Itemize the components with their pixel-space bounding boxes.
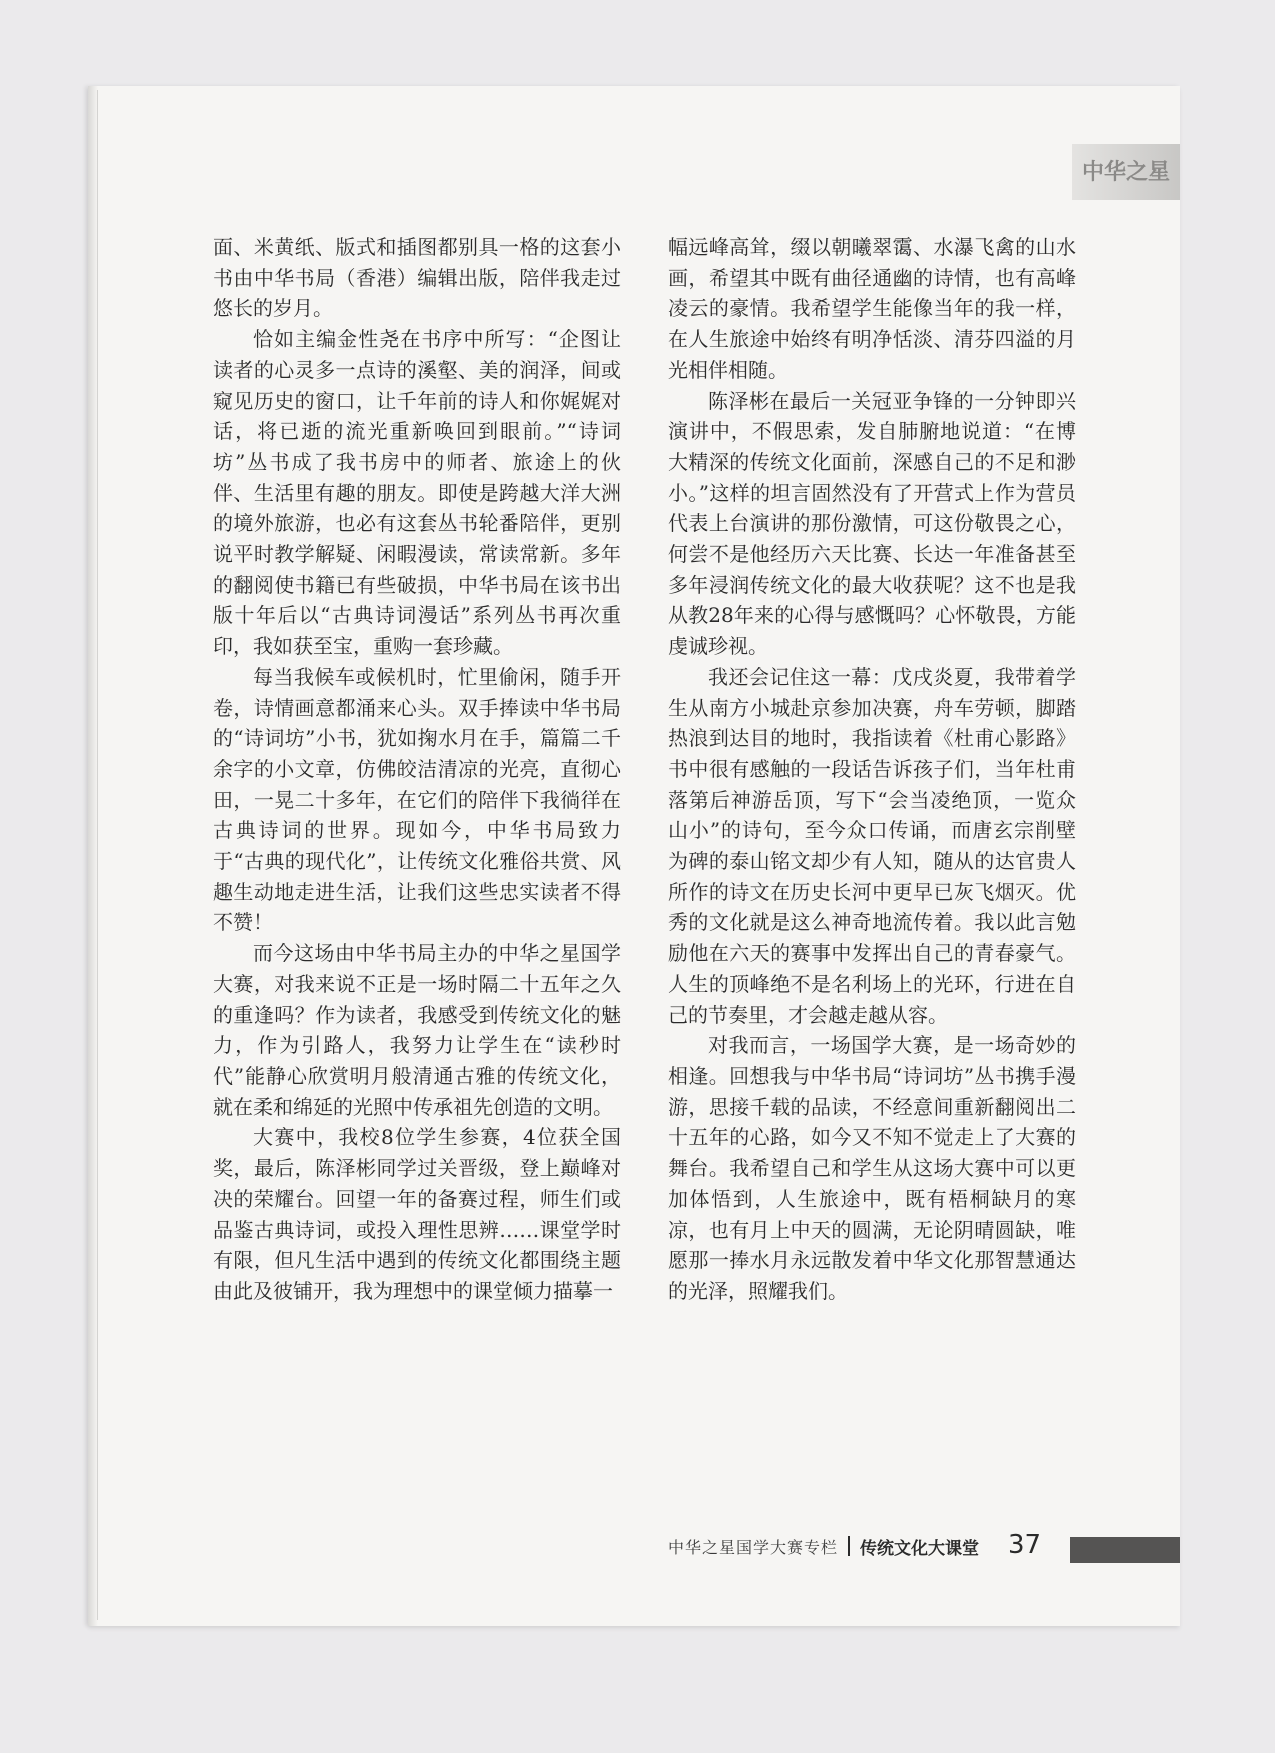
corner-logo-text: 中华之星	[1081, 159, 1170, 185]
paragraph: 而今这场由中华书局主办的中华之星国学大赛，对我来说不正是一场时隔二十五年之久的重逢吗？作为读者，我感受到传统文化的魅力，作为引路人，我努力让学生在“读秒时代”能静心欣赏明月般清通古雅的传统文化，就在柔和绵延的光照中传承祖先创造的文明。	[213, 941, 621, 1119]
paragraph: 面、米黄纸、版式和插图都别具一格的这套小书由中华书局（香港）编辑出版，陪伴我走过悠长的岁月。	[213, 235, 621, 321]
paragraph: 大赛中，我校8位学生参赛，4位获全国奖，最后，陈泽彬同学过关晋级，登上巅峰对决的荣耀台。回望一年的备赛过程，师生们或品鉴古典诗词，或投入理性思辨……课堂学时有限，但凡生活中遇到的传统文化都围绕主题由此及彼铺开，我为理想中的课堂倾力描摹一	[213, 1125, 621, 1303]
right-text-column	[668, 232, 1076, 1307]
corner-logo	[1072, 144, 1180, 200]
paragraph: 每当我候车或候机时，忙里偷闲，随手开卷，诗情画意都涌来心头。双手捧读中华书局的“诗词坊”小书，犹如掬水月在手，篇篇二千余字的小文章，仿佛皎洁清凉的光亮，直彻心田，一晃二十多年，在它们的陪伴下我徜徉在古典诗词的世界。现如今，中华书局致力于“古典的现代化”，让传统文化雅俗共赏、风趣生动地走进生活，让我们这些忠实读者不得不赞！	[213, 664, 621, 935]
paragraph: 对我而言，一场国学大赛，是一场奇妙的相逢。回想我与中华书局“诗词坊”丛书携手漫游，思接千载的品读，不经意间重新翻阅出二十五年的心路，如今又不知不觉走上了大赛的舞台。我希望自己和学生从这场大赛中可以更加体悟到，人生旅途中，既有梧桐缺月的寒凉，也有月上中天的圆满，无论阴晴圆缺，唯愿那一捧水月永远散发着中华文化那智慧通达的光泽，照耀我们。	[668, 1033, 1076, 1303]
footer-column-name: 中华之星国学大赛专栏	[668, 1537, 839, 1557]
paragraph: 我还会记住这一幕：戊戌炎夏，我带着学生从南方小城赴京参加决赛，舟车劳顿，脚踏热浪到达目的地时，我指读着《杜甫心影路》书中很有感触的一段话告诉孩子们，当年杜甫落第后神游岳顶，写下“会当凌绝顶，一览众山小”的诗句，至今众口传诵，而唐玄宗削壁为碑的泰山铭文却少有人知，随从的达官贵人所作的诗文在历史长河中更早已灰飞烟灭。优秀的文化就是这么神奇地流传着。我以此言勉励他在六天的赛事中发挥出自己的青春豪气。人生的顶峰绝不是名利场上的光环，行进在自己的节奏里，才会越走越从容。	[668, 664, 1076, 1027]
paragraph: 幅远峰高耸，缀以朝曦翠霭、水瀑飞禽的山水画，希望其中既有曲径通幽的诗情，也有高峰凌云的豪情。我希望学生能像当年的我一样，在人生旅途中始终有明净恬淡、清芬四溢的月光相伴相随。	[668, 235, 1076, 382]
paragraph: 陈泽彬在最后一关冠亚争锋的一分钟即兴演讲中，不假思索，发自肺腑地说道：“在博大精深的传统文化面前，深感自己的不足和渺小。”这样的坦言固然没有了开营式上作为营员代表上台演讲的那份激情，可这份敬畏之心，何尝不是他经历六天比赛、长达一年准备甚至多年浸润传统文化的最大收获呢？这不也是我从教28年来的心得与感慨吗？心怀敬畏，方能虔诚珍视。	[668, 388, 1076, 659]
left-text-column	[213, 232, 621, 1307]
page-footer	[668, 1526, 988, 1566]
footer-color-bar	[1070, 1537, 1180, 1563]
paragraph: 恰如主编金性尧在书序中所写：“企图让读者的心灵多一点诗的溪壑、美的润泽，间或窥见历史的窗口，让千年前的诗人和你娓娓对话，将已逝的流光重新唤回到眼前。”“诗词坊”丛书成了我书房中的师者、旅途上的伙伴、生活里有趣的朋友。即使是跨越大洋大洲的境外旅游，也必有这套丛书轮番陪伴，更别说平时教学解疑、闲暇漫读，常读常新。多年的翻阅使书籍已有些破损，中华书局在该书出版十年后以“古典诗词漫话”系列丛书再次重印，我如获至宝，重购一套珍藏。	[213, 327, 621, 659]
binding-gutter	[97, 90, 98, 1620]
footer-divider	[848, 1536, 850, 1556]
footer-section-name: 传统文化大课堂	[860, 1538, 980, 1559]
page-number: 37	[1008, 1530, 1042, 1560]
